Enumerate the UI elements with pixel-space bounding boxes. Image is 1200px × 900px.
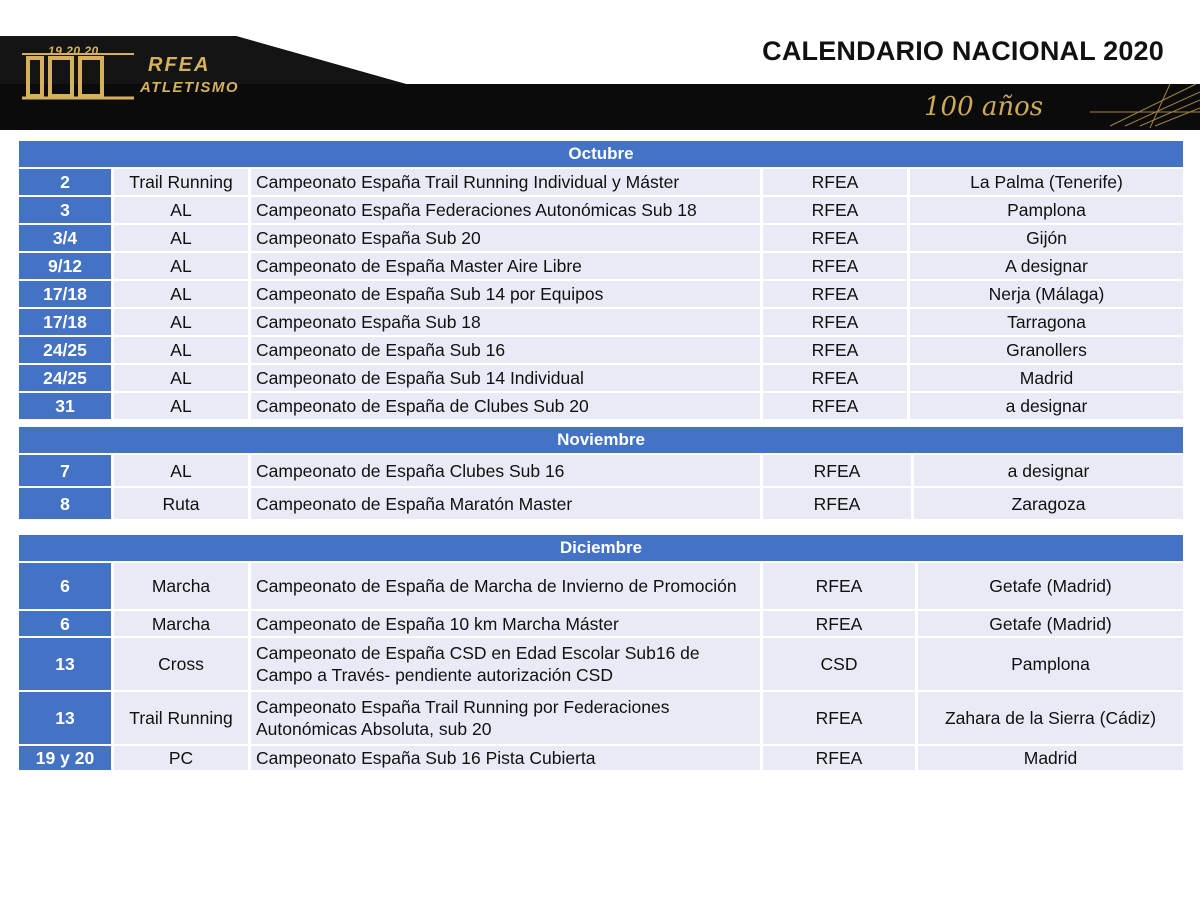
event-organizer: RFEA bbox=[763, 281, 907, 307]
event-location: A designar bbox=[910, 253, 1183, 279]
event-category: AL bbox=[114, 197, 248, 223]
table-row bbox=[19, 455, 1183, 486]
event-category: Marcha bbox=[114, 611, 248, 636]
table-row bbox=[19, 365, 1183, 391]
event-date: 31 bbox=[19, 393, 111, 419]
table-row bbox=[19, 337, 1183, 363]
event-name: Campeonato de España de Marcha de Invierno de Promoción bbox=[251, 563, 760, 609]
event-name: Campeonato España Sub 18 bbox=[251, 309, 760, 335]
event-organizer: RFEA bbox=[763, 746, 915, 770]
event-category: AL bbox=[114, 337, 248, 363]
month-section-noviembre bbox=[19, 427, 1183, 519]
event-location: Madrid bbox=[918, 746, 1183, 770]
event-organizer: RFEA bbox=[763, 309, 907, 335]
table-row bbox=[19, 197, 1183, 223]
event-category: AL bbox=[114, 393, 248, 419]
event-date: 24/25 bbox=[19, 337, 111, 363]
table-row bbox=[19, 488, 1183, 519]
event-organizer: RFEA bbox=[763, 337, 907, 363]
month-header: Diciembre bbox=[19, 535, 1183, 561]
event-category: AL bbox=[114, 281, 248, 307]
event-date: 19 y 20 bbox=[19, 746, 111, 770]
table-row bbox=[19, 692, 1183, 744]
event-date: 9/12 bbox=[19, 253, 111, 279]
event-organizer: RFEA bbox=[763, 563, 915, 609]
event-name: Campeonato de España de Clubes Sub 20 bbox=[251, 393, 760, 419]
event-category: Ruta bbox=[114, 488, 248, 519]
event-category: AL bbox=[114, 365, 248, 391]
event-category: Trail Running bbox=[114, 169, 248, 195]
month-header: Noviembre bbox=[19, 427, 1183, 453]
event-location: a designar bbox=[910, 393, 1183, 419]
event-location: Pamplona bbox=[918, 638, 1183, 690]
table-row bbox=[19, 281, 1183, 307]
event-date: 13 bbox=[19, 638, 111, 690]
event-category: Marcha bbox=[114, 563, 248, 609]
event-organizer: RFEA bbox=[763, 488, 911, 519]
event-category: AL bbox=[114, 225, 248, 251]
event-name: Campeonato de España 10 km Marcha Máster bbox=[251, 611, 760, 636]
event-location: La Palma (Tenerife) bbox=[910, 169, 1183, 195]
month-section-diciembre bbox=[19, 535, 1183, 770]
table-row bbox=[19, 309, 1183, 335]
event-category: Cross bbox=[114, 638, 248, 690]
table-row bbox=[19, 169, 1183, 195]
event-name: Campeonato de España Sub 14 por Equipos bbox=[251, 281, 760, 307]
event-category: Trail Running bbox=[114, 692, 248, 744]
event-location: Nerja (Málaga) bbox=[910, 281, 1183, 307]
event-organizer: RFEA bbox=[763, 611, 915, 636]
event-organizer: RFEA bbox=[763, 455, 911, 486]
event-name: Campeonato de España Clubes Sub 16 bbox=[251, 455, 760, 486]
event-category: AL bbox=[114, 253, 248, 279]
logo-brand: RFEA bbox=[148, 54, 211, 76]
event-organizer: RFEA bbox=[763, 692, 915, 744]
event-name: Campeonato España Federaciones Autonómicas Sub 18 bbox=[251, 197, 760, 223]
page-title: CALENDARIO NACIONAL 2020 bbox=[762, 36, 1164, 66]
event-name: Campeonato España Sub 20 bbox=[251, 225, 760, 251]
event-date: 24/25 bbox=[19, 365, 111, 391]
logo-subtitle: ATLETISMO bbox=[140, 79, 240, 96]
centenary-label: 100 años bbox=[924, 92, 1044, 122]
event-date: 7 bbox=[19, 455, 111, 486]
event-location: a designar bbox=[914, 455, 1183, 486]
table-row bbox=[19, 746, 1183, 770]
table-row bbox=[19, 563, 1183, 609]
event-location: Zaragoza bbox=[914, 488, 1183, 519]
event-date: 17/18 bbox=[19, 281, 111, 307]
table-row bbox=[19, 225, 1183, 251]
event-organizer: RFEA bbox=[763, 225, 907, 251]
event-organizer: RFEA bbox=[763, 253, 907, 279]
event-date: 3 bbox=[19, 197, 111, 223]
event-date: 13 bbox=[19, 692, 111, 744]
event-category: AL bbox=[114, 309, 248, 335]
event-name: Campeonato de España Maratón Master bbox=[251, 488, 760, 519]
event-organizer: RFEA bbox=[763, 365, 907, 391]
event-category: AL bbox=[114, 455, 248, 486]
event-location: Granollers bbox=[910, 337, 1183, 363]
event-organizer: RFEA bbox=[763, 197, 907, 223]
table-row bbox=[19, 611, 1183, 636]
month-section-octubre bbox=[19, 141, 1183, 419]
event-location: Tarragona bbox=[910, 309, 1183, 335]
event-location: Getafe (Madrid) bbox=[918, 611, 1183, 636]
event-date: 2 bbox=[19, 169, 111, 195]
event-name: Campeonato de España Sub 16 bbox=[251, 337, 760, 363]
event-date: 3/4 bbox=[19, 225, 111, 251]
event-location: Gijón bbox=[910, 225, 1183, 251]
table-row bbox=[19, 393, 1183, 419]
month-header: Octubre bbox=[19, 141, 1183, 167]
header bbox=[0, 0, 1200, 132]
event-date: 6 bbox=[19, 563, 111, 609]
table-row bbox=[19, 638, 1183, 690]
event-location: Pamplona bbox=[910, 197, 1183, 223]
event-name: Campeonato España Trail Running Individual y Máster bbox=[251, 169, 760, 195]
event-category: PC bbox=[114, 746, 248, 770]
event-location: Madrid bbox=[910, 365, 1183, 391]
logo-years: 19 20 20 bbox=[48, 44, 99, 58]
event-name: Campeonato de España Master Aire Libre bbox=[251, 253, 760, 279]
event-name: Campeonato de España CSD en Edad Escolar Sub16 de Campo a Través- pendiente autorización CSD bbox=[251, 638, 760, 690]
event-organizer: CSD bbox=[763, 638, 915, 690]
table-row bbox=[19, 253, 1183, 279]
event-name: Campeonato España Sub 16 Pista Cubierta bbox=[251, 746, 760, 770]
event-location: Getafe (Madrid) bbox=[918, 563, 1183, 609]
event-organizer: RFEA bbox=[763, 393, 907, 419]
event-date: 6 bbox=[19, 611, 111, 636]
event-location: Zahara de la Sierra (Cádiz) bbox=[918, 692, 1183, 744]
event-name: Campeonato de España Sub 14 Individual bbox=[251, 365, 760, 391]
event-organizer: RFEA bbox=[763, 169, 907, 195]
event-date: 8 bbox=[19, 488, 111, 519]
event-date: 17/18 bbox=[19, 309, 111, 335]
event-name: Campeonato España Trail Running por Federaciones Autonómicas Absoluta, sub 20 bbox=[251, 692, 760, 744]
